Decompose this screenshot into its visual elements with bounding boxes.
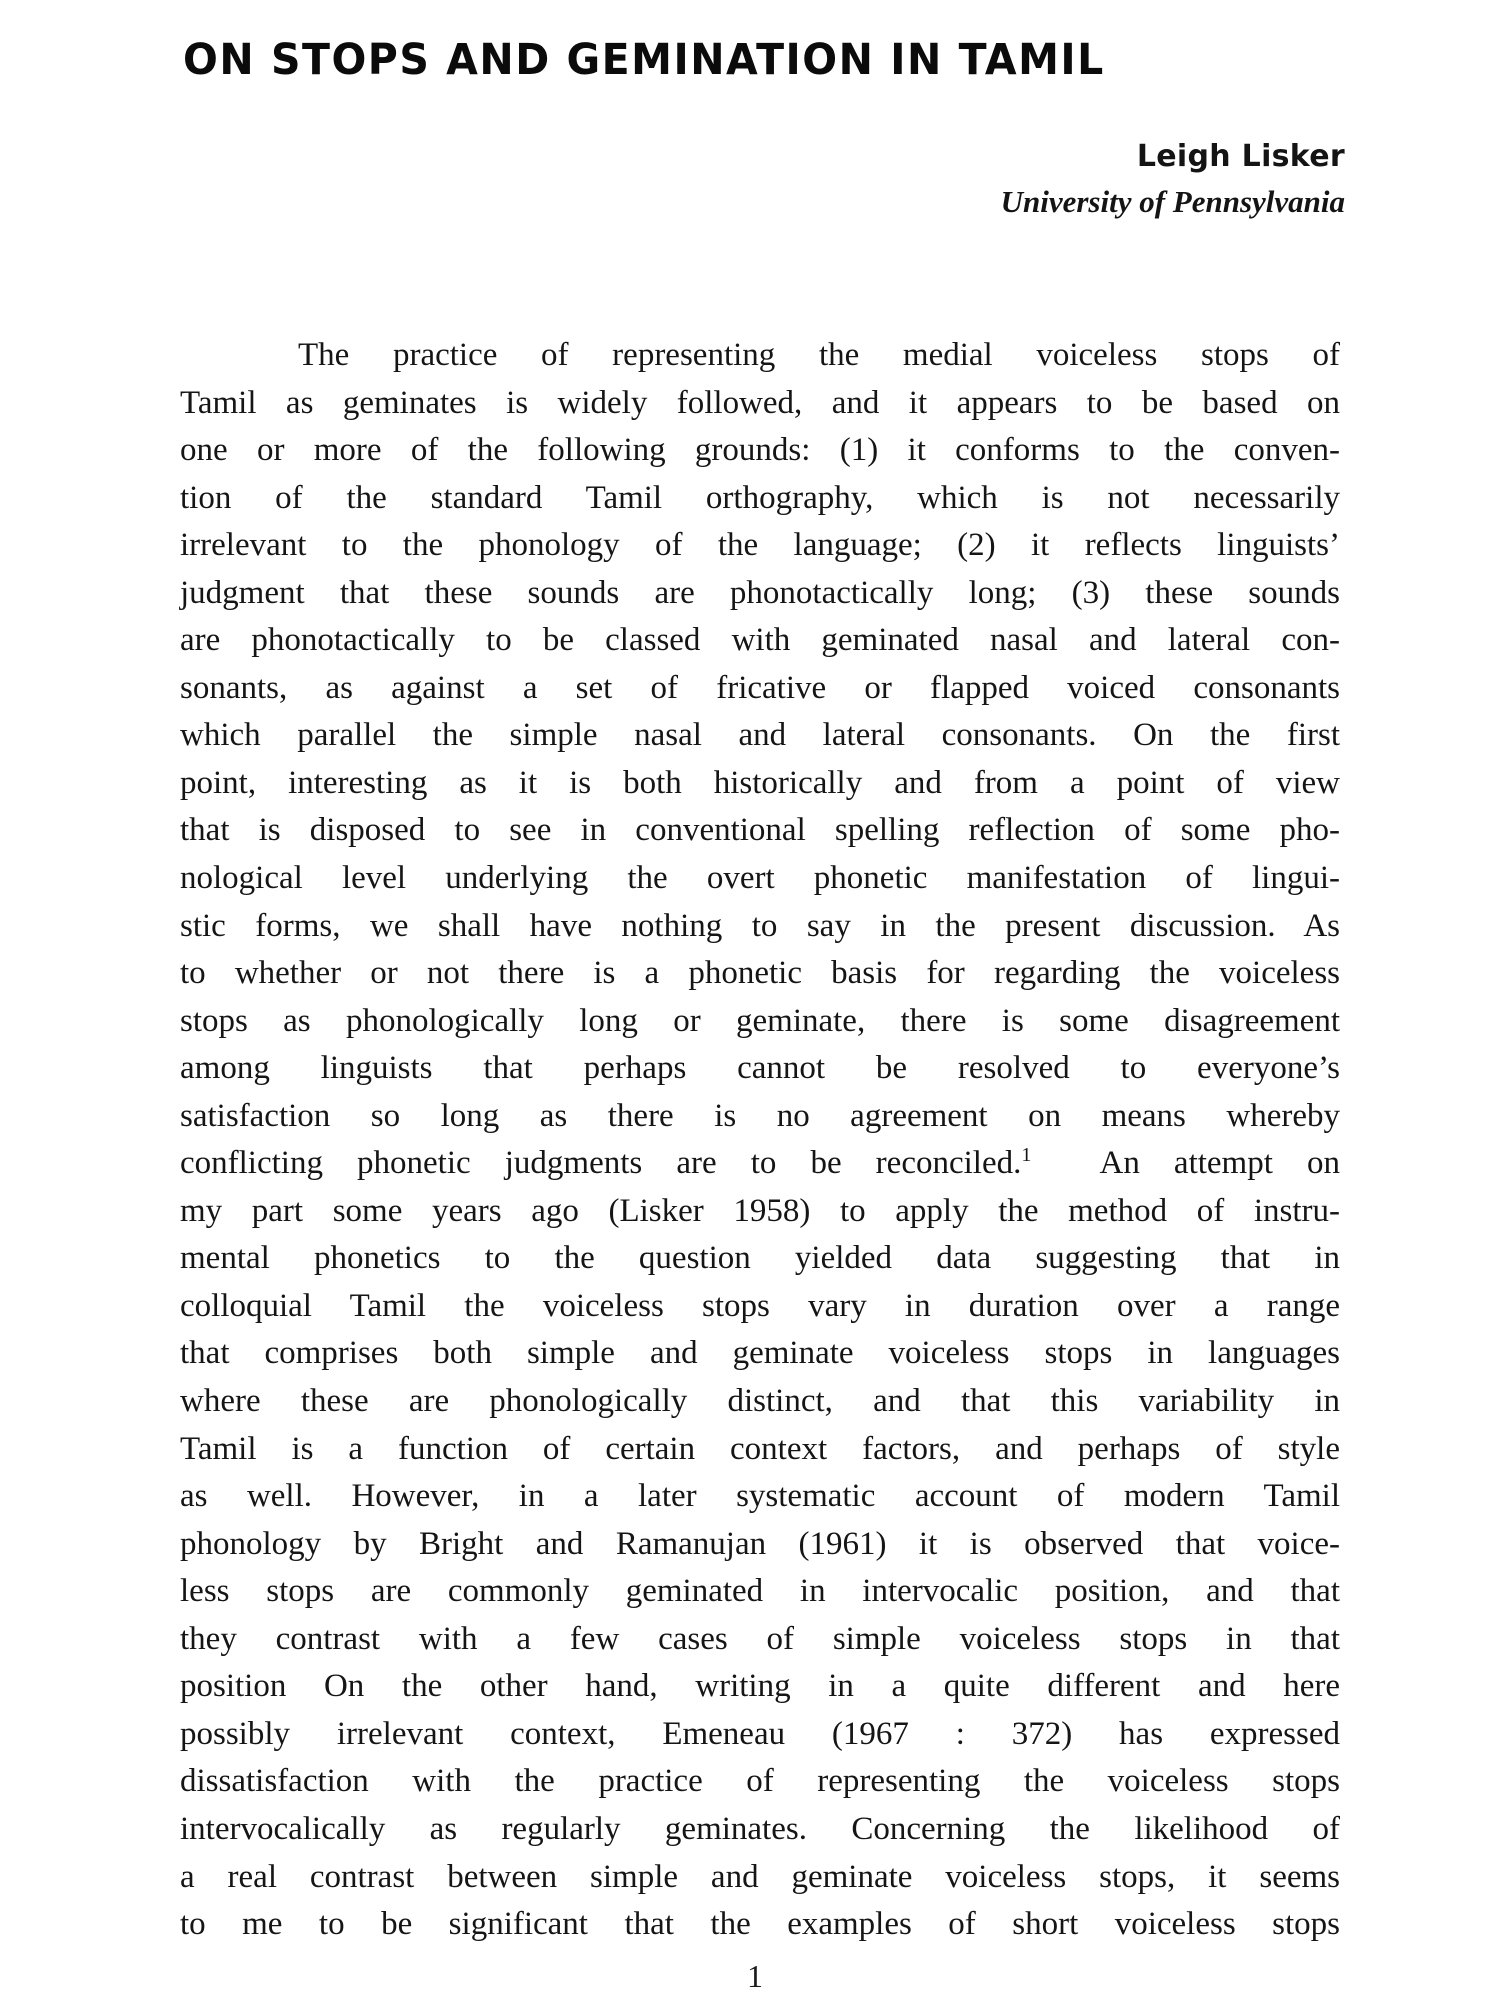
page-number: 1 xyxy=(747,1958,763,1994)
text-line: sonants, as against a set of fricative or flapped voiced consonants xyxy=(180,669,1340,706)
author-affiliation: University of Pennsylvania xyxy=(1000,184,1345,219)
text-line: which parallel the simple nasal and lateral consonants. On the first xyxy=(180,717,1340,754)
text-line: satisfaction so long as there is no agreement on means whereby xyxy=(180,1097,1340,1134)
text-segment: An attempt on xyxy=(1099,1145,1340,1182)
text-line: they contrast with a few cases of simple voiceless stops in that xyxy=(180,1620,1340,1657)
text-line: Tamil is a function of certain context factors, and perhaps of style xyxy=(180,1430,1340,1467)
text-line: mental phonetics to the question yielded data suggesting that in xyxy=(180,1240,1340,1277)
text-line: The practice of representing the medial voiceless stops of xyxy=(298,337,1340,373)
text-line: possibly irrelevant context, Emeneau (1967 : 372) has expressed xyxy=(180,1715,1340,1752)
text-line: position On the other hand, writing in a quite different and here xyxy=(180,1668,1340,1705)
text-line: judgment that these sounds are phonotactically long; (3) these sounds xyxy=(180,574,1340,611)
text-line: phonology by Bright and Ramanujan (1961) it is observed that voice- xyxy=(180,1525,1340,1562)
text-segment: conflicting phonetic judgments are to be reconciled. xyxy=(180,1145,1022,1182)
text-line: among linguists that perhaps cannot be resolved to everyone’s xyxy=(180,1050,1340,1087)
text-line: stops as phonologically long or geminate, there is some disagreement xyxy=(180,1002,1340,1039)
body-paragraph xyxy=(180,332,1340,1949)
text-line: to me to be significant that the examples of short voiceless stops xyxy=(180,1906,1340,1943)
text-line: less stops are commonly geminated in intervocalic position, and that xyxy=(180,1573,1340,1610)
text-line: as well. However, in a later systematic account of modern Tamil xyxy=(180,1478,1340,1515)
paper-title: ON STOPS AND GEMINATION IN TAMIL xyxy=(183,34,1105,85)
text-line: where these are phonologically distinct, and that this variability in xyxy=(180,1383,1340,1420)
text-line: irrelevant to the phonology of the language; (2) it reflects linguists’ xyxy=(180,527,1340,564)
text-line: point, interesting as it is both historically and from a point of view xyxy=(180,764,1340,801)
footnote-marker[interactable]: 1 xyxy=(1021,1144,1032,1167)
text-line: one or more of the following grounds: (1) it conforms to the conven- xyxy=(180,432,1340,469)
text-line: that comprises both simple and geminate voiceless stops in languages xyxy=(180,1335,1340,1372)
text-line: tion of the standard Tamil orthography, which is not necessarily xyxy=(180,479,1340,516)
author-name: Leigh Lisker xyxy=(1136,139,1345,174)
text-line: nological level underlying the overt phonetic manifestation of lingui- xyxy=(180,860,1340,897)
text-line: that is disposed to see in conventional spelling reflection of some pho- xyxy=(180,812,1340,849)
text-line: stic forms, we shall have nothing to say in the present discussion. As xyxy=(180,907,1340,944)
byline xyxy=(1001,135,1345,225)
text-line: colloquial Tamil the voiceless stops vary in duration over a range xyxy=(180,1287,1340,1324)
text-line: are phonotactically to be classed with geminated nasal and lateral con- xyxy=(180,622,1340,659)
text-line: to whether or not there is a phonetic basis for regarding the voiceless xyxy=(180,955,1340,992)
text-line-with-footnote xyxy=(180,1140,1340,1188)
text-line: my part some years ago (Lisker 1958) to apply the method of instru- xyxy=(180,1192,1340,1229)
text-line: a real contrast between simple and geminate voiceless stops, it seems xyxy=(180,1858,1340,1895)
text-line: Tamil as geminates is widely followed, and it appears to be based on xyxy=(180,384,1340,421)
text-line: dissatisfaction with the practice of representing the voiceless stops xyxy=(180,1763,1340,1800)
text-line: intervocalically as regularly geminates. Concerning the likelihood of xyxy=(180,1810,1340,1847)
